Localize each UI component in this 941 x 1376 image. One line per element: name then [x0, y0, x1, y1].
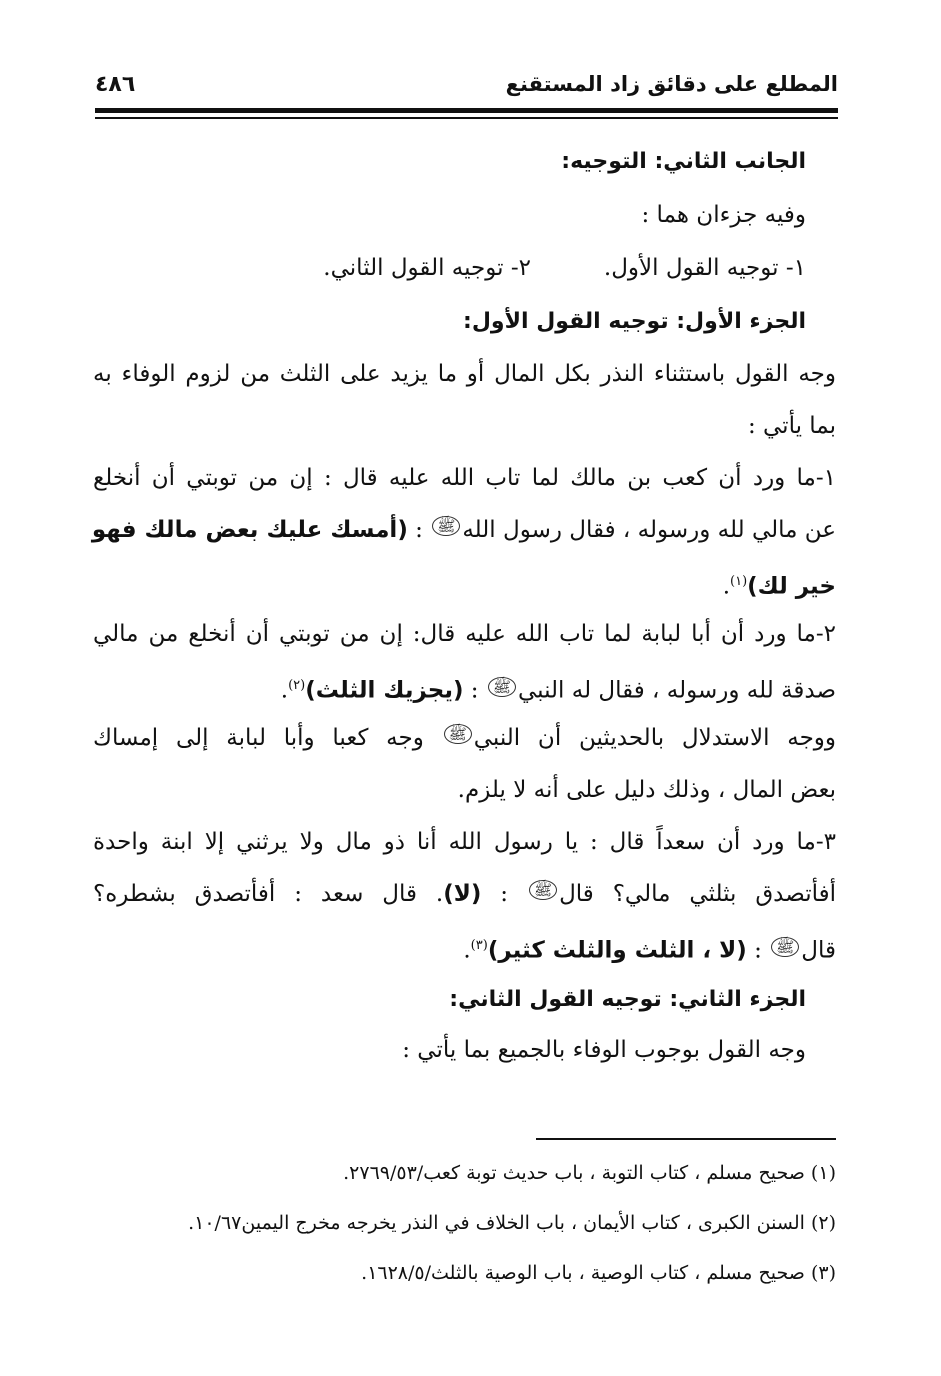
salutation-symbol: ﷺ: [488, 677, 516, 697]
paragraph-line: [93, 718, 836, 758]
paragraph-line: [93, 510, 836, 550]
text-run: قال: [801, 937, 836, 964]
subsection-heading-2: الجزء الثاني: توجيه القول الثاني:: [449, 987, 806, 1012]
text-run: :: [407, 517, 431, 543]
salutation-symbol: ﷺ: [432, 516, 460, 536]
intro-text: وفيه جزءان هما :: [641, 202, 806, 228]
list-item-1: ١- توجيه القول الأول.: [603, 255, 806, 281]
salutation-symbol: ﷺ: [529, 880, 557, 900]
text-run: أفأتصدق بثلثي مالي؟ قال: [559, 881, 836, 907]
footnote-2: (٢) السنن الكبرى ، كتاب الأيمان ، باب الخلاف في النذر يخرجه مخرج اليمين١٠/٦٧.: [188, 1212, 836, 1234]
page-number: ٤٨٦: [95, 71, 136, 97]
section-heading: الجانب الثاني: التوجيه:: [561, 149, 806, 174]
paragraph-line: ٣-ما ورد أن سعداً قال : يا رسول الله أنا ذو مال ولا يرثني إلا ابنة واحدة: [93, 829, 836, 855]
hadith-quote: (لا ، الثلث والثلث كثير): [487, 937, 747, 964]
paragraph-line: قالﷺ : (لا ، الثلث والثلث كثير)$^{(٣)}$.: [463, 937, 836, 964]
text-run: ووجه الاستدلال بالحديثين أن النبي: [473, 725, 837, 751]
footnote-separator: [536, 1138, 836, 1140]
paragraph-line: خير لك)$^{(١)}$.: [722, 573, 836, 600]
book-title: المطلع على دقائق زاد المستقنع: [505, 72, 838, 96]
list-item-2: ٢- توجيه القول الثاني.: [323, 255, 531, 281]
salutation-symbol: ﷺ: [444, 724, 472, 744]
header-rule-thick: [95, 108, 838, 113]
paragraph-line: وجه القول بوجوب الوفاء بالجميع بما يأتي :: [402, 1037, 806, 1063]
page-header: [95, 64, 838, 104]
paragraph-line: أفأتصدق بثلثي مالي؟ قالﷺ : (لا). قال سعد : أفأتصدق بشطره؟: [93, 881, 836, 907]
footnote-3: (٣) صحيح مسلم ، كتاب الوصية ، باب الوصية بالثلث/١٦٢٨/٥.: [361, 1262, 836, 1284]
hadith-quote: (لا): [443, 881, 482, 907]
text-run: . قال سعد : أفأتصدق بشطره؟: [93, 881, 444, 907]
paragraph-line: بما يأتي :: [747, 413, 836, 439]
header-rule-thin: [95, 117, 838, 119]
hadith-quote: (يجزيك الثلث): [305, 677, 464, 704]
text-run: صدقة لله ورسوله ، فقال له النبي: [517, 677, 836, 704]
footnote-ref: (١): [730, 574, 748, 589]
hadith-quote: (أمسك عليك بعض مالك فهو: [91, 517, 408, 543]
footnote-1: (١) صحيح مسلم ، كتاب التوبة ، باب حديث توبة كعب/٢٧٦٩/٥٣.: [343, 1162, 836, 1184]
footnote-ref: (٣): [470, 938, 488, 953]
paragraph-line: بعض المال ، وذلك دليل على أنه لا يلزم.: [457, 777, 836, 803]
salutation-symbol: ﷺ: [771, 937, 799, 957]
paragraph-line: ٢-ما ورد أن أبا لبابة لما تاب الله عليه قال: إن من توبتي أن أنخلع من مالي: [93, 621, 836, 647]
paragraph-line: وجه القول باستثناء النذر بكل المال أو ما يزيد على الثلث من لزوم الوفاء به: [93, 361, 836, 387]
paragraph-line: ١-ما ورد أن كعب بن مالك لما تاب الله عليه قال : إن من توبتي أن أنخلع: [93, 465, 836, 491]
text-run: وجه كعبا وأبا لبابة إلى إمساك: [93, 725, 424, 751]
text-run: عن مالي لله ورسوله ، فقال رسول الله: [462, 517, 836, 543]
hadith-quote: خير لك): [747, 573, 836, 600]
paragraph-line: صدقة لله ورسوله ، فقال له النبيﷺ : (يجزيك الثلث)$^{(٢)}$.: [280, 677, 836, 704]
footnote-ref: (٢): [288, 678, 306, 693]
subsection-heading-1: الجزء الأول: توجيه القول الأول:: [463, 309, 806, 334]
